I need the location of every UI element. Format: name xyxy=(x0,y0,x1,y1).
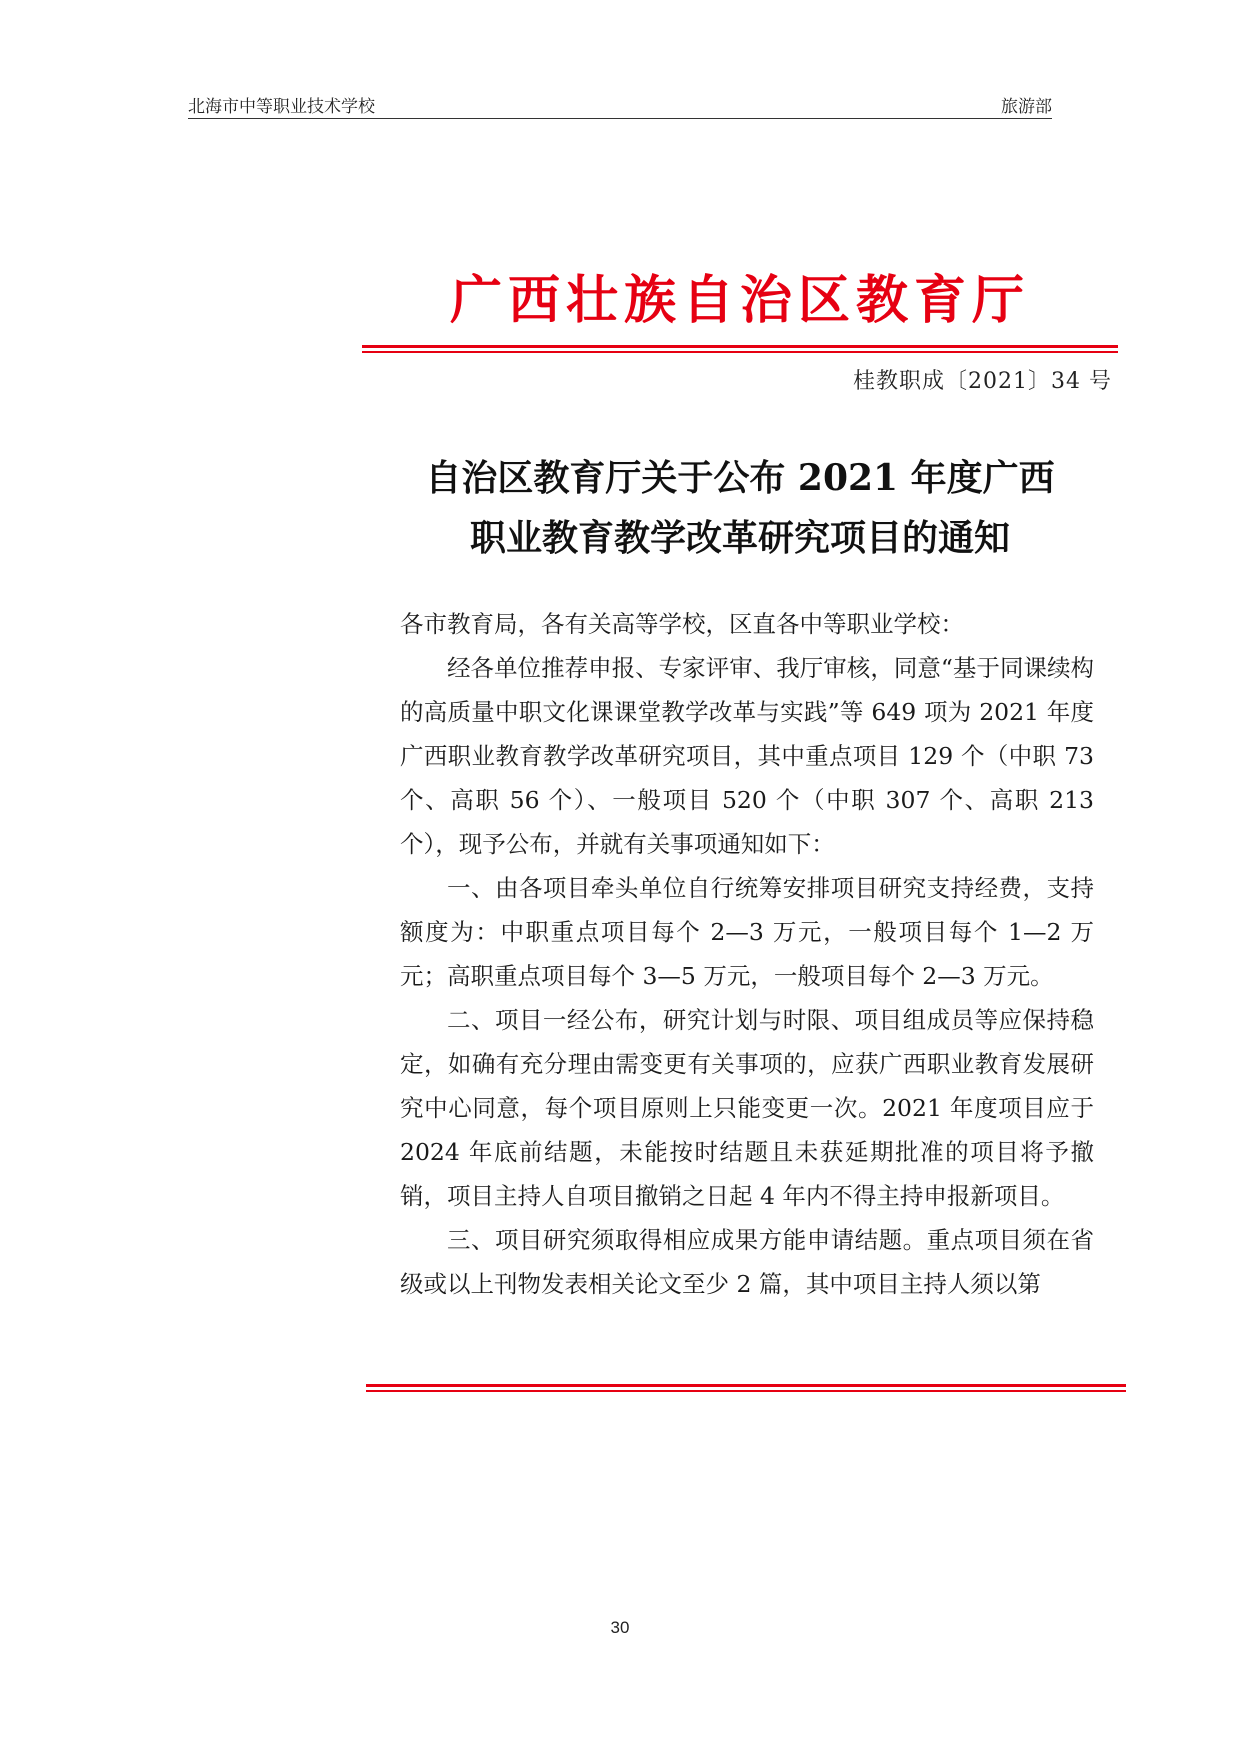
body-paragraph: 二、项目一经公布，研究计划与时限、项目组成员等应保持稳定，如确有充分理由需变更有关事项的，应获广西职业教育发展研究中心同意，每个项目原则上只能变更一次。2021 年度项目应于 2024 年底前结题，未能按时结题且未获延期批准的项目将予撤销，项目主持人自项目撤销之日起 4 年内不得主持申报新项目。 xyxy=(400,1006,1094,1210)
body-paragraph: 经各单位推荐申报、专家评审、我厅审核，同意“基于同课续构的高质量中职文化课课堂教学改革与实践”等 649 项为 2021 年度广西职业教育教学改革研究项目，其中重点项目 129 个（中职 73 个、高职 56 个）、一般项目 520 个（中职 307 个、高职 213 个），现予公布，并就有关事项通知如下： xyxy=(400,654,1094,858)
footer-rule-thin xyxy=(366,1390,1126,1392)
letterhead-agency-title: 广西壮族自治区教育厅 xyxy=(449,270,1030,331)
running-header xyxy=(188,88,1052,119)
notice-body xyxy=(400,602,1094,1306)
footer-rule-thick xyxy=(366,1384,1126,1387)
notice-title-line-2: 职业教育教学改革研究项目的通知 xyxy=(469,517,1010,559)
header-department: 旅游部 xyxy=(1001,97,1052,117)
notice-title-line-1: 自治区教育厅关于公布 2021 年度广西 xyxy=(425,457,1055,499)
document-number: 桂教职成〔2021〕34 号 xyxy=(853,369,1112,394)
page-number: 30 xyxy=(610,1618,630,1637)
salutation: 各市教育局，各有关高等学校，区直各中等职业学校： xyxy=(400,610,964,638)
notice-title xyxy=(360,448,1120,568)
letterhead-rule-thin xyxy=(362,351,1118,353)
letterhead-rule-thick xyxy=(362,345,1118,348)
header-school-name: 北海市中等职业技术学校 xyxy=(188,97,375,117)
body-paragraph: 三、项目研究须取得相应成果方能申请结题。重点项目须在省级或以上刊物发表相关论文至少 2 篇，其中项目主持人须以第 xyxy=(400,1226,1094,1298)
body-paragraph: 一、由各项目牵头单位自行统筹安排项目研究支持经费，支持额度为：中职重点项目每个 2—3 万元，一般项目每个 1—2 万元；高职重点项目每个 3—5 万元，一般项目每个 2—3 万元。 xyxy=(400,874,1094,990)
